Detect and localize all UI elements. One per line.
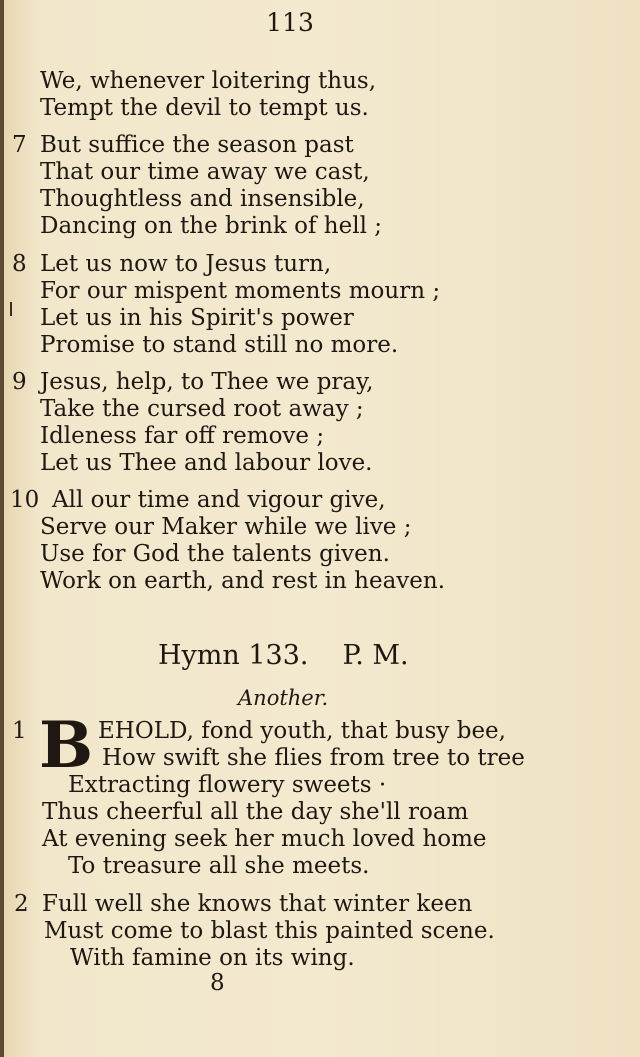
verse-line: Extracting flowery sweets · [68, 772, 387, 798]
verse-number: 2 [14, 891, 29, 917]
verse-line: Must come to blast this painted scene. [44, 918, 495, 944]
verse-line: We, whenever loitering thus, [40, 68, 377, 94]
verse-line: Let us Thee and labour love. [40, 450, 373, 476]
verse-line: But suffice the season past [40, 132, 354, 158]
verse-line: To treasure all she meets. [68, 853, 370, 879]
drop-cap: B [39, 708, 94, 783]
verse-number: 9 [12, 369, 27, 395]
verse-number: 10 [10, 487, 40, 513]
verse-line: Promise to stand still no more. [40, 332, 399, 358]
verse-line: How swift she flies from tree to tree [102, 745, 525, 771]
hymn-meter: P. M. [342, 640, 409, 671]
verse-line: Thus cheerful all the day she'll roam [42, 799, 469, 825]
verse-line: Jesus, help, to Thee we pray, [40, 369, 374, 395]
verse-line: Let us now to Jesus turn, [40, 251, 332, 277]
verse-line: For our mispent moments mourn ; [40, 278, 441, 304]
verse-line: Let us in his Spirit's power [40, 305, 354, 331]
hymn-title [158, 640, 409, 671]
margin-mark [10, 302, 12, 316]
verse-line: Take the cursed root away ; [40, 396, 364, 422]
verse-line: Thoughtless and insensible, [40, 186, 365, 212]
hymn-number: Hymn 133. [158, 640, 309, 671]
verse-line: At evening seek her much loved home [42, 826, 487, 852]
verse-number: 8 [12, 251, 27, 277]
verse-line: Tempt the devil to tempt us. [40, 95, 369, 121]
page-number: 113 [266, 8, 314, 37]
verse-number: 7 [12, 132, 27, 158]
verse-line: That our time away we cast, [40, 159, 370, 185]
book-spine-edge [0, 0, 4, 1057]
verse-line: EHOLD, fond youth, that busy bee, [98, 718, 506, 744]
hymn-subtitle: Another. [238, 686, 329, 710]
signature-mark: 8 [210, 970, 225, 996]
verse-line: All our time and vigour give, [52, 487, 386, 513]
verse-line: Dancing on the brink of hell ; [40, 213, 383, 239]
verse-line: Use for God the talents given. [40, 541, 390, 567]
verse-line: With famine on its wing. [70, 945, 355, 971]
verse-line: Work on earth, and rest in heaven. [40, 568, 446, 594]
verse-number: 1 [12, 718, 27, 744]
verse-line: Idleness far off remove ; [40, 423, 325, 449]
verse-line: Full well she knows that winter keen [42, 891, 473, 917]
verse-line: Serve our Maker while we live ; [40, 514, 412, 540]
